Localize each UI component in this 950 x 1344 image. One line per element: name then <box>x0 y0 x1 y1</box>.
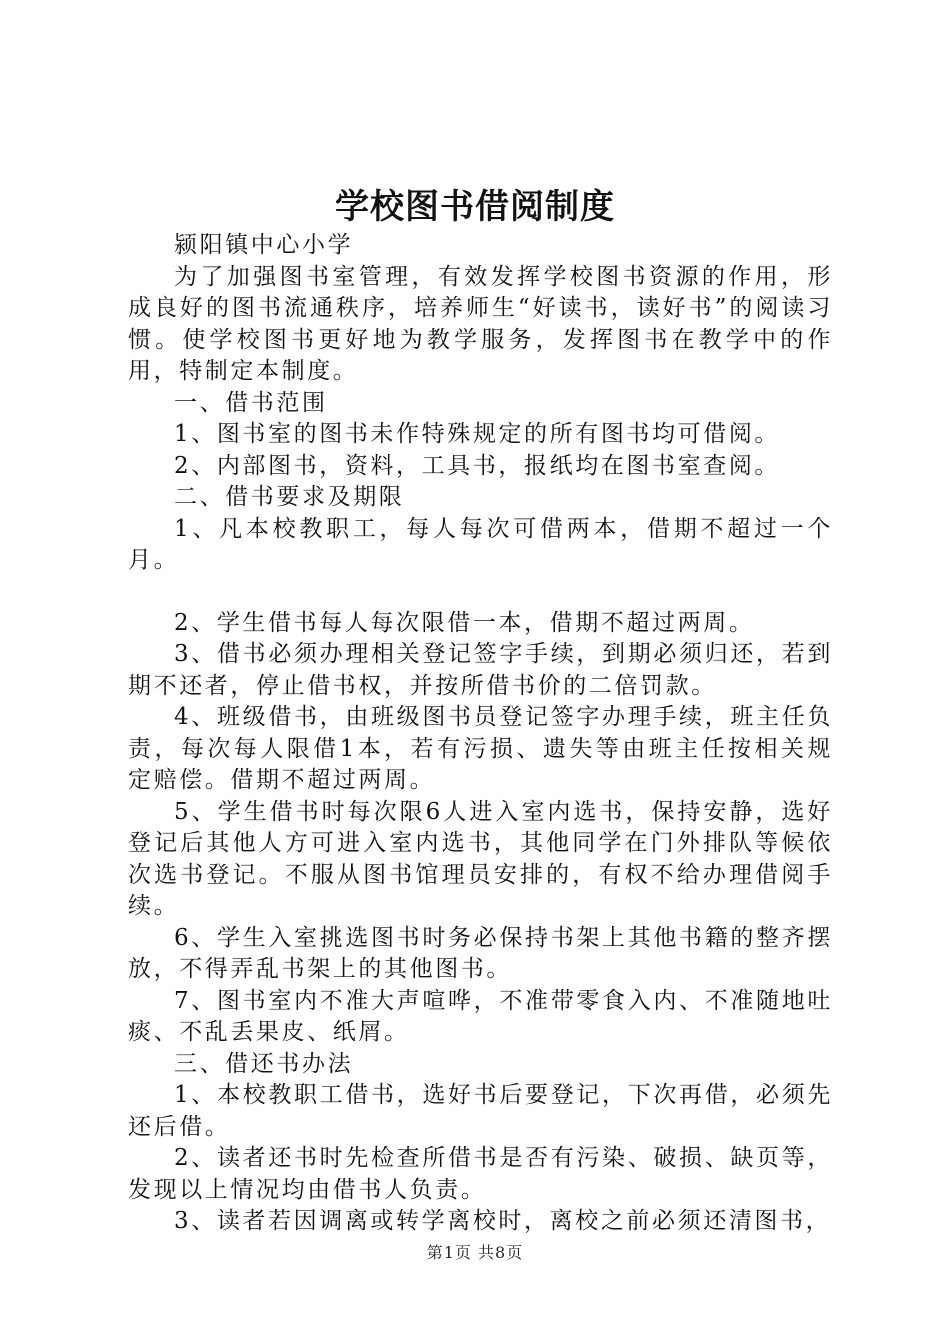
paragraph: 6、学生入室挑选图书时务必保持书架上其他书籍的整齐摆放，不得弄乱书架上的其他图书。 <box>128 924 833 982</box>
paragraph-intro: 为了加强图书室管理，有效发挥学校图书资源的作用，形成良好的图书流通秩序，培养师生“好读书，读好书”的阅读习惯。使学校图书更好地为教学服务，发挥图书在教学中的作用，特制定本制度。 <box>128 263 833 384</box>
paragraph: 7、图书室内不准大声喧哗，不准带零食入内、不准随地吐痰、不乱丢果皮、纸屑。 <box>128 987 833 1045</box>
paragraph: 1、图书室的图书未作特殊规定的所有图书均可借阅。 <box>174 421 781 447</box>
paragraph: 3、读者若因调离或转学离校时，离校之前必须还清图书， <box>174 1208 832 1234</box>
document-title: 学校图书借阅制度 <box>335 187 615 227</box>
paragraph: 2、学生借书每人每次限借一本，借期不超过两周。 <box>174 609 755 636</box>
section-heading: 二、借书要求及期限 <box>174 484 405 510</box>
section-heading: 三、借还书办法 <box>174 1050 354 1077</box>
paragraph: 4、班级借书，由班级图书员登记签字办理手续，班主任负责，每次每人限借1本，若有污损、遗失等由班主任按相关规定赔偿。借期不超过两周。 <box>128 704 833 793</box>
paragraph: 2、内部图书，资料，工具书，报纸均在图书室查阅。 <box>174 452 781 479</box>
page-number: 第1页 共8页 <box>426 1243 524 1262</box>
section-heading: 一、借书范围 <box>174 389 328 416</box>
paragraph: 1、本校教职工借书，选好书后要登记，下次再借，必须先还后借。 <box>128 1082 833 1140</box>
paragraph: 2、读者还书时先检查所借书是否有污染、破损、缺页等，发现以上情况均由借书人负责。 <box>128 1145 833 1203</box>
paragraph: 1、凡本校教职工，每人每次可借两本，借期不超过一个月。 <box>128 515 833 573</box>
paragraph: 3、借书必须办理相关登记签字手续，到期必须归还，若到期不还者，停止借书权，并按所借书价的二倍罚款。 <box>128 641 833 699</box>
school-name: 颍阳镇中心小学 <box>174 232 354 258</box>
document-body <box>128 230 833 1238</box>
paragraph: 5、学生借书时每次限6人进入室内选书，保持安静，选好登记后其他人方可进入室内选书，其他同学在门外排队等候依次选书登记。不服从图书馆理员安排的，有权不给办理借阅手续。 <box>128 798 833 919</box>
